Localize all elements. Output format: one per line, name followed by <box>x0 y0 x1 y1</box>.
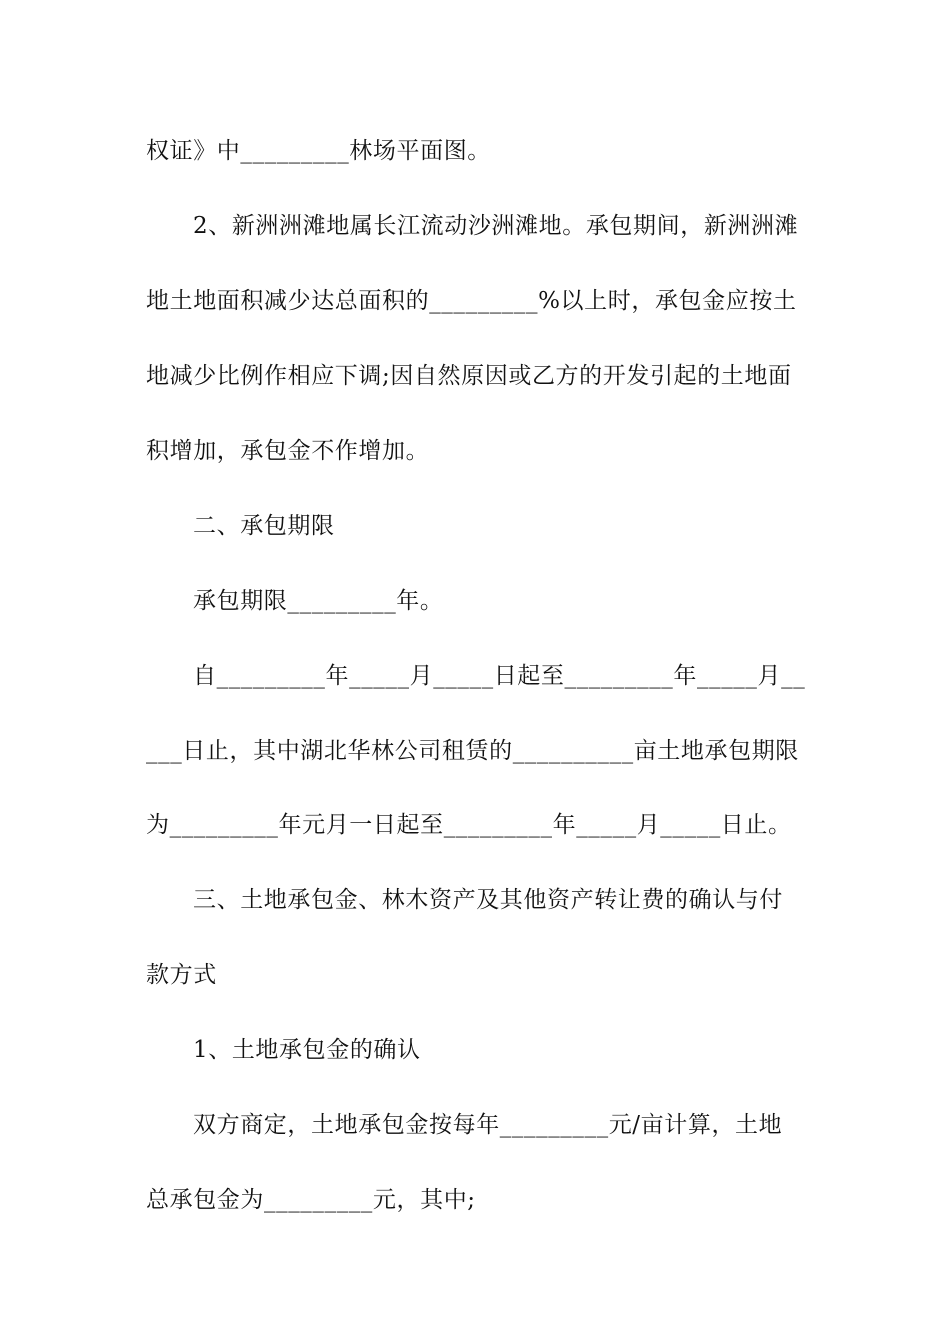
text-line: 积增加，承包金不作增加。 <box>146 438 430 464</box>
subsection-heading: 1、土地承包金的确认 <box>193 1037 421 1063</box>
text-line: ___日止，其中湖北华林公司租赁的__________亩土地承包期限 <box>146 738 799 764</box>
text-line: 自_________年_____月_____日起至_________年_____月__ <box>193 663 806 689</box>
section-heading: 二、承包期限 <box>193 513 335 539</box>
text-line: 双方商定，土地承包金按每年_________元/亩计算，土地 <box>193 1112 783 1138</box>
section-heading-continued: 款方式 <box>146 962 217 988</box>
text-line: 2、新洲洲滩地属长江流动沙洲滩地。承包期间，新洲洲滩 <box>193 213 799 239</box>
text-line: 总承包金为_________元，其中; <box>146 1187 476 1213</box>
text-line: 地减少比例作相应下调;因自然原因或乙方的开发引起的土地面 <box>146 363 792 389</box>
text-line: 承包期限_________年。 <box>193 588 444 614</box>
text-line: 权证》中_________林场平面图。 <box>146 138 491 164</box>
section-heading: 三、土地承包金、林木资产及其他资产转让费的确认与付 <box>193 887 783 913</box>
text-line: 为_________年元月一日起至_________年_____月_____日止。 <box>146 812 792 838</box>
text-line: 地土地面积减少达总面积的_________%以上时，承包金应按土 <box>146 288 797 314</box>
